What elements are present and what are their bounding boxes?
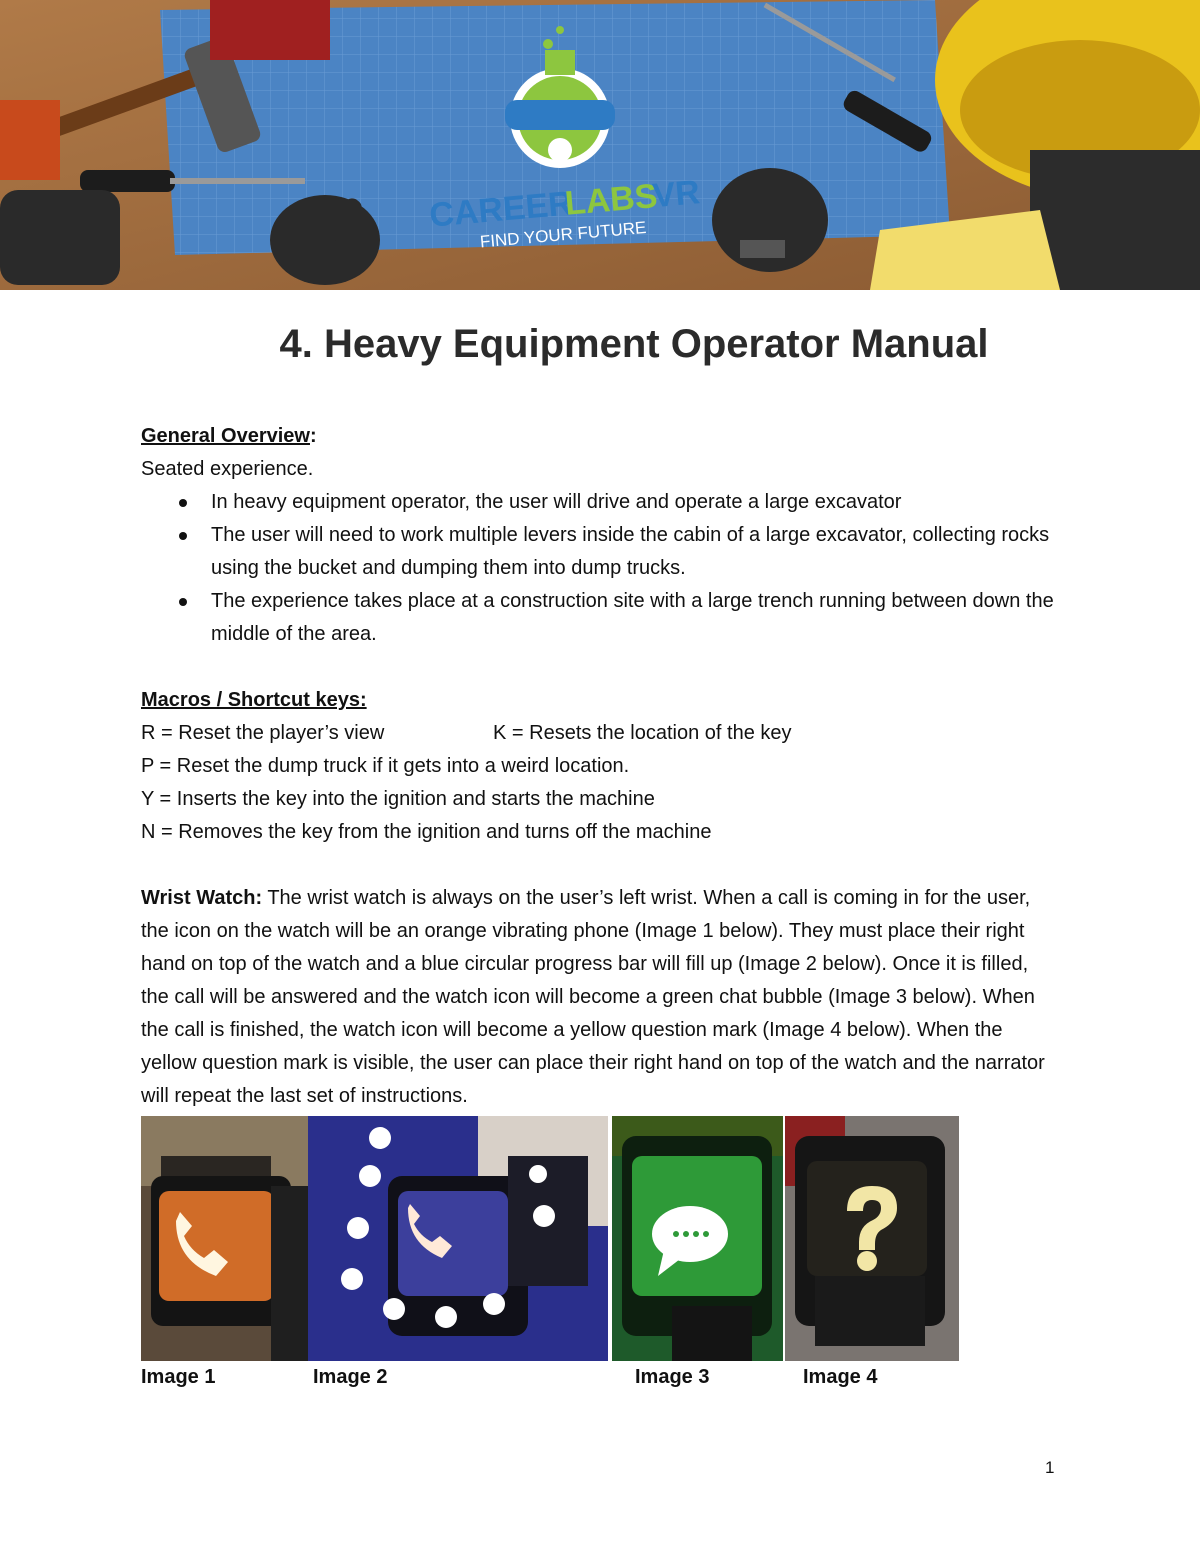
- image-caption-1: Image 1: [141, 1366, 216, 1388]
- list-item: In heavy equipment operator, the user will drive and operate a large excavator: [211, 486, 1061, 519]
- list-item: The experience takes place at a construction site with a large trench running between down the middle of the area.: [211, 585, 1061, 651]
- wrist-watch-text: The wrist watch is always on the user’s left wrist. When a call is coming in for the user, the icon on the watch will be an orange vibrating phone (Image 1 below). They must place their right hand on top of the watch and a blue circular progress bar will fill up (Image 2 below). Once it is filled, the call will be answered and the watch icon will become a green chat bubble (Image 3 below). When the call is finished, the watch icon will become a yellow question mark (Image 4 below). When the yellow question mark is visible, the user can place their right hand on top of the watch and the narrator will repeat the last set of instructions.: [141, 887, 1045, 1107]
- macro-y: Y = Inserts the key into the ignition and starts the machine: [141, 788, 655, 810]
- macros-heading: Macros / Shortcut keys:: [141, 689, 367, 711]
- macro-row-rk: [141, 717, 1061, 750]
- watch-image-3: [612, 1116, 783, 1361]
- banner-illustration: [0, 0, 1200, 290]
- brand-labs: LABS: [563, 176, 659, 223]
- overview-heading-text: General Overview: [141, 425, 310, 447]
- wrist-watch-label: Wrist Watch:: [141, 887, 263, 909]
- overview-heading-colon: :: [309, 425, 317, 447]
- image-caption-2: Image 2: [313, 1366, 388, 1388]
- brand-tagline: FIND YOUR FUTURE: [479, 218, 648, 252]
- macro-r: R = Reset the player’s view: [141, 722, 385, 744]
- list-item: The user will need to work multiple levers inside the cabin of a large excavator, collecting rocks using the bucket and dumping them into dump trucks.: [211, 519, 1061, 585]
- header-banner: [0, 0, 1200, 290]
- macro-k: K = Resets the location of the key: [493, 722, 792, 744]
- overview-intro: Seated experience.: [141, 458, 314, 480]
- watch-image-strip: [141, 1116, 959, 1361]
- wrist-watch-paragraph: [141, 882, 1059, 1113]
- image-caption-4: Image 4: [803, 1366, 878, 1388]
- watch-image-1: [141, 1116, 308, 1361]
- watch-image-2: [308, 1116, 608, 1361]
- overview-list: [141, 486, 1061, 651]
- page-number: 1: [1045, 1458, 1055, 1477]
- macro-n: N = Removes the key from the ignition and turns off the machine: [141, 821, 712, 843]
- page-title: 4. Heavy Equipment Operator Manual: [279, 322, 989, 366]
- brand-career: CAREER: [427, 184, 575, 235]
- watch-image-4: [785, 1116, 959, 1361]
- image-caption-3: Image 3: [635, 1366, 710, 1388]
- brand-vr: VR: [651, 173, 702, 216]
- overview-heading: [141, 420, 1061, 453]
- macro-p: P = Reset the dump truck if it gets into a weird location.: [141, 755, 630, 777]
- manual-body: [141, 420, 1061, 1113]
